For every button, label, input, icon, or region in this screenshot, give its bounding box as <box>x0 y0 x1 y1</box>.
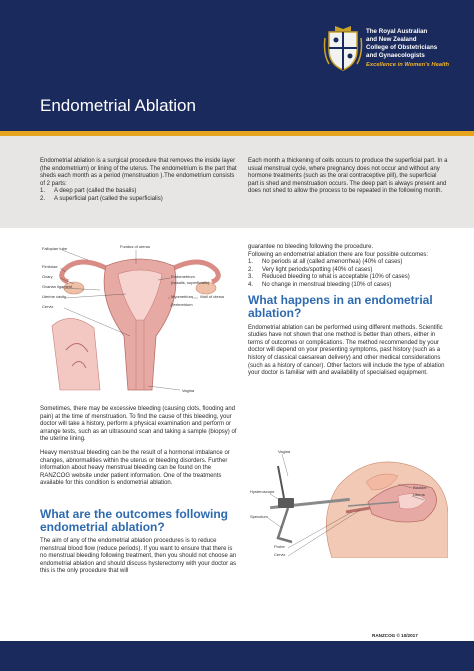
uterus-anatomy-figure <box>40 240 240 402</box>
list-number: 4. <box>248 281 254 288</box>
intro-paragraph: Endometrial ablation is a surgical procedure that removes the inside layer (the endometrium) or lining of the uterus. The endometrium is the part that sheds each month as a period (menstruation ).The endometrium consists of 2 parts: <box>40 158 237 187</box>
paragraph: Heavy menstrual bleeding can be the result of a hormonal imbalance or changes, abnormalities within the uterus or bleeding disorders. Further information about heavy menstrual bleeding can be found on the RANZCOG website under patient information. One of the treatments available for this condition is endometrial ablation. <box>40 449 230 487</box>
list-text: No change in menstrual bleeding (10% of cases) <box>262 281 392 288</box>
label-fimbriae: Fimbriae <box>42 264 58 269</box>
list-text: Very light periods/spotting (40% of cases) <box>262 266 373 273</box>
paragraph: Following an endometrial ablation there are four possible outcomes: <box>248 251 429 258</box>
list-number: 1. <box>248 259 254 266</box>
hysteroscope-procedure-figure <box>248 446 448 558</box>
org-line: The Royal Australian <box>366 28 428 35</box>
footer-band <box>0 641 474 671</box>
right-body-column <box>248 244 448 378</box>
org-line: and Gynaecologists <box>366 52 425 59</box>
label-ovarian-ligament: Ovarian ligament <box>42 284 73 289</box>
list-text: A deep part (called the basalis) <box>54 188 137 195</box>
label-speculum: Speculum <box>250 514 268 519</box>
paragraph: guarantee no bleeding following the procedure. <box>248 244 374 250</box>
list-number: 2. <box>248 266 254 273</box>
outcomes-paragraph: The aim of any of the endometrial ablation procedures is to reduce menstrual blood flow (reduce periods). If you want to ensure that there is no menstrual bleeding following treatment, then you should not choose an endometrial ablation and should discuss hysterectomy with your doctor as this is the only procedure that will <box>40 538 237 575</box>
intro-left-column <box>40 158 238 204</box>
label-vagina: Vagina <box>278 449 291 454</box>
label-cervix: Cervix <box>42 304 54 309</box>
list-item <box>40 196 238 204</box>
list-number: 2. <box>40 195 46 202</box>
paragraph: Endometrial ablation can be performed using different methods. Scientific studies have not shown that one method is better than others, either in terms of outcomes or complications. The method recommended by your doctor will depend on your presenting symptoms, past history (such as a history of classical caesarean delivery) and other medical considerations (such as a history of cancer). Other factors will include the type of ablation your doctor is familiar with and availability of specialised equipment. <box>248 324 445 377</box>
list-text: Reduced bleeding to what is acceptable (10% of cases) <box>262 274 410 281</box>
org-line: College of Obstetricians <box>366 44 438 51</box>
label-basalis: (basalis, superficialis) <box>171 280 210 285</box>
list-number: 3. <box>248 274 254 281</box>
org-line: and New Zealand <box>366 36 417 43</box>
label-vagina: Vagina <box>182 388 195 393</box>
label-wall-of-uterus: Wall of uterus <box>200 294 225 299</box>
list-item <box>248 267 448 275</box>
list-number: 1. <box>40 188 46 195</box>
list-item <box>248 259 448 267</box>
list-text: A superficial part (called the superficialis) <box>54 195 163 202</box>
paragraph: Sometimes, there may be excessive bleeding (causing clots, flooding and pain) at the time of menstruation. To find the cause of this bleeding, your doctor will take a history, perform a physical examination and perform or arrange tests, such as an ultrasound scan and taking a sample (biopsy) of the uterine lining. <box>40 406 237 443</box>
list-item <box>40 188 238 196</box>
list-item <box>248 274 448 282</box>
label-fundus: Fundus of uterus <box>120 244 151 249</box>
tagline: Excellence in Women's Health <box>366 62 450 68</box>
list-item <box>248 282 448 290</box>
label-ovary: Ovary <box>42 274 53 279</box>
intro-right-column: Each month a thickening of cells occurs to produce the superficial part. In a usual menstrual cycle, where pregnancy does not occur and without any hormone treatments (such as the oral contraceptive pill), the superficial part is shed and menstruation occurs. The deep part is always present and does not shed to allow the process to be repeated in the following month. <box>248 158 448 195</box>
section-heading-procedure: What happens in an endometrial ablation? <box>248 292 433 320</box>
label-fallopian-tube: Fallopian tube <box>42 246 68 251</box>
label-uterus: Uterus <box>413 492 425 497</box>
section-heading-outcomes: What are the outcomes following endometrial ablation? <box>40 507 229 534</box>
organisation-name <box>366 28 470 68</box>
label-perimetrium: Perimetrium <box>171 302 193 307</box>
label-endometrium: Endometrium <box>171 274 195 279</box>
left-body-column <box>40 406 240 494</box>
page-title: Endometrial Ablation <box>40 96 196 115</box>
label-uterine-cavity: Uterine cavity <box>42 294 67 299</box>
college-crest-icon <box>323 24 363 74</box>
label-hysteroscope: Hysteroscope <box>250 489 275 494</box>
label-myometrium: Myometrium <box>171 294 194 299</box>
footer-copyright: RANZCOG © 10/2017 <box>372 633 418 638</box>
list-text: No periods at all (called amenorrhea) (40% of cases) <box>262 259 403 266</box>
label-probe: Probe <box>274 544 285 549</box>
label-cervix: Cervix <box>274 552 286 557</box>
label-bladder: Bladder <box>413 485 427 490</box>
